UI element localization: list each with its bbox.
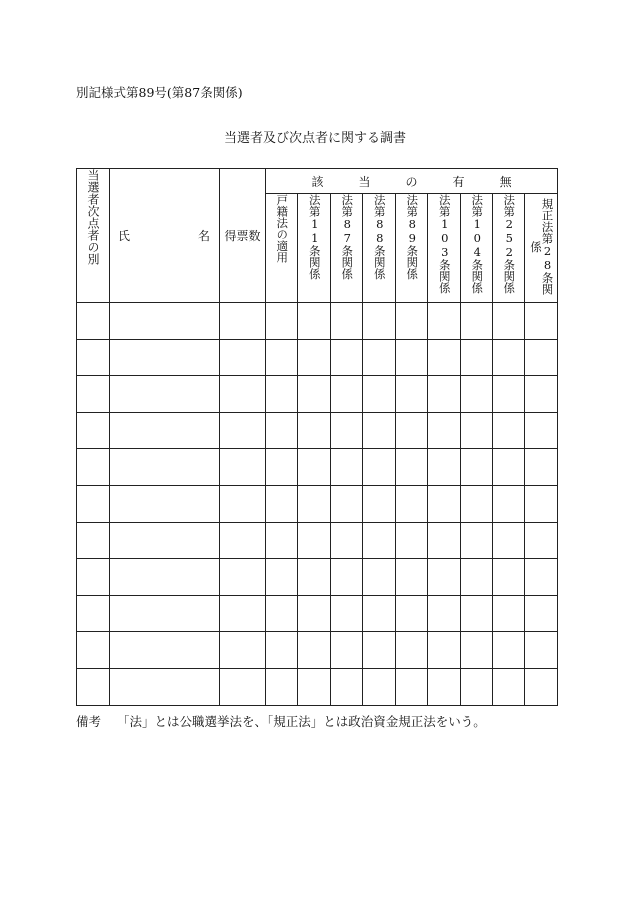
table-cell[interactable] [428,376,461,413]
table-cell[interactable] [298,376,331,413]
table-cell[interactable] [331,449,363,486]
sub-header-text: 法第252条関係 [502,194,517,294]
table-cell[interactable] [525,595,558,632]
table-cell[interactable] [331,412,363,449]
table-cell[interactable] [363,376,396,413]
table-cell[interactable] [461,595,493,632]
table-body [77,303,558,706]
table-cell[interactable] [220,412,266,449]
table-cell[interactable] [461,412,493,449]
applicability-char: 無 [499,174,512,189]
name-header [110,169,220,303]
table-cell[interactable] [266,412,298,449]
table-cell[interactable] [461,449,493,486]
table-cell[interactable] [298,303,331,340]
sub-header-art252 [493,194,525,303]
table-cell[interactable] [331,303,363,340]
table-row [77,339,558,376]
table-cell[interactable] [331,376,363,413]
table-cell[interactable] [428,339,461,376]
table-cell[interactable] [493,339,525,376]
table-cell[interactable] [266,559,298,596]
table-cell[interactable] [266,522,298,559]
table-cell[interactable] [220,595,266,632]
table-cell[interactable] [110,595,220,632]
table-cell[interactable] [331,632,363,669]
table-cell[interactable] [396,595,428,632]
table-row [77,303,558,340]
table-cell[interactable] [525,522,558,559]
table-cell[interactable] [461,559,493,596]
table-row [77,522,558,559]
table-cell[interactable] [77,668,110,705]
table-cell[interactable] [396,376,428,413]
table-cell[interactable] [363,668,396,705]
table-cell[interactable] [461,522,493,559]
table-cell[interactable] [331,595,363,632]
name-header-right: 名 [197,229,210,243]
table-cell[interactable] [110,668,220,705]
table-row [77,485,558,522]
table-cell[interactable] [525,632,558,669]
category-header-text: 当選者次点者の別 [86,169,100,265]
table-cell[interactable] [493,412,525,449]
table-cell[interactable] [77,303,110,340]
table-cell[interactable] [428,632,461,669]
remarks-label: 備考 [76,714,102,729]
table-cell[interactable] [525,449,558,486]
table-cell[interactable] [461,668,493,705]
category-header [77,169,110,303]
table-cell[interactable] [77,485,110,522]
table-cell[interactable] [331,522,363,559]
table-cell[interactable] [110,376,220,413]
sub-header-art11 [298,194,331,303]
table-cell[interactable] [298,449,331,486]
applicability-char: 有 [452,174,465,189]
table-cell[interactable] [525,559,558,596]
table-cell[interactable] [363,595,396,632]
table-cell[interactable] [428,449,461,486]
table-cell[interactable] [331,559,363,596]
table-cell[interactable] [266,303,298,340]
table-cell[interactable] [331,339,363,376]
table-cell[interactable] [396,485,428,522]
table-cell[interactable] [363,559,396,596]
table-cell[interactable] [77,449,110,486]
sub-header-text: 戸籍法の適用 [275,194,290,263]
sub-header-text: 法第89条関係 [405,194,420,280]
table-row [77,632,558,669]
table-cell[interactable] [220,522,266,559]
remarks-text: 「法」とは公職選挙法を、「規正法」とは政治資金規正法をいう。 [117,714,486,729]
table-cell[interactable] [77,595,110,632]
applicability-char: 当 [358,174,371,189]
table-cell[interactable] [220,668,266,705]
table-cell[interactable] [110,303,220,340]
table-cell[interactable] [266,632,298,669]
table-cell[interactable] [77,412,110,449]
table-cell[interactable] [525,376,558,413]
table-cell[interactable] [363,632,396,669]
table-row [77,449,558,486]
table-cell[interactable] [363,303,396,340]
table-cell[interactable] [298,632,331,669]
table-cell[interactable] [525,485,558,522]
table-cell[interactable] [396,632,428,669]
table-cell[interactable] [266,376,298,413]
table-cell[interactable] [220,559,266,596]
table-cell[interactable] [363,522,396,559]
table-cell[interactable] [298,339,331,376]
table-cell[interactable] [110,632,220,669]
table-row [77,559,558,596]
table-row [77,412,558,449]
table-cell[interactable] [363,449,396,486]
sub-header-text: 法第104条関係 [470,194,485,294]
table-cell[interactable] [461,632,493,669]
table-cell[interactable] [525,412,558,449]
sub-header-art104 [461,194,493,303]
applicability-char: 該 [311,174,324,189]
table-cell[interactable] [77,339,110,376]
applicability-char: の [405,174,418,189]
sub-header-art89 [396,194,428,303]
applicability-header [266,169,558,194]
table-cell[interactable] [266,485,298,522]
table-cell[interactable] [298,668,331,705]
table-cell[interactable] [298,485,331,522]
sub-header-family-register [266,194,298,303]
table-cell[interactable] [428,595,461,632]
table-cell[interactable] [110,339,220,376]
table-cell[interactable] [396,522,428,559]
table-cell[interactable] [363,339,396,376]
table-cell[interactable] [493,376,525,413]
name-header-left: 氏 [118,229,131,243]
remarks [76,712,486,730]
table-cell[interactable] [298,412,331,449]
table-cell[interactable] [461,303,493,340]
document-title: 当選者及び次点者に関する調書 [223,131,406,146]
table-cell[interactable] [396,339,428,376]
table-row [77,668,558,705]
table-cell[interactable] [493,303,525,340]
form-number: 別記様式第89号(第87条関係) [76,85,243,100]
table-cell[interactable] [110,449,220,486]
table-cell[interactable] [77,559,110,596]
table-cell[interactable] [461,485,493,522]
table-cell[interactable] [493,595,525,632]
table-cell[interactable] [298,522,331,559]
table-cell[interactable] [493,485,525,522]
table-cell[interactable] [493,559,525,596]
table-cell[interactable] [493,632,525,669]
table-row [77,376,558,413]
table-cell[interactable] [396,668,428,705]
table-cell[interactable] [461,339,493,376]
table-cell[interactable] [363,485,396,522]
sub-header-art88 [363,194,396,303]
sub-header-text: 法第11条関係 [307,194,322,280]
table-cell[interactable] [110,559,220,596]
sub-header-text: 法第88条関係 [372,194,387,280]
sub-header-text: 法第103条関係 [437,194,452,294]
table-cell[interactable] [266,449,298,486]
table-cell[interactable] [428,412,461,449]
survey-table [76,168,558,706]
table-cell[interactable] [266,668,298,705]
table-cell[interactable] [428,485,461,522]
table-cell[interactable] [396,559,428,596]
table-cell[interactable] [220,449,266,486]
table-cell[interactable] [220,376,266,413]
table-cell[interactable] [220,303,266,340]
table-cell[interactable] [110,485,220,522]
table-cell[interactable] [396,412,428,449]
table-cell[interactable] [428,559,461,596]
table-cell[interactable] [77,376,110,413]
table-cell[interactable] [396,449,428,486]
sub-header-text: 規正法第28条関係 [529,198,555,295]
table-cell[interactable] [266,595,298,632]
table-cell[interactable] [220,485,266,522]
table-cell[interactable] [77,522,110,559]
table-cell[interactable] [331,668,363,705]
table-cell[interactable] [493,522,525,559]
table-cell[interactable] [77,632,110,669]
table-cell[interactable] [298,559,331,596]
table-cell[interactable] [298,595,331,632]
table-cell[interactable] [428,303,461,340]
table-cell[interactable] [493,668,525,705]
table-cell[interactable] [266,339,298,376]
table-cell[interactable] [396,303,428,340]
table-row [77,595,558,632]
table-cell[interactable] [363,412,396,449]
table-cell[interactable] [525,303,558,340]
table-cell[interactable] [110,522,220,559]
table-cell[interactable] [461,376,493,413]
table-cell[interactable] [493,449,525,486]
table-cell[interactable] [110,412,220,449]
table-cell[interactable] [525,668,558,705]
sub-header-art103 [428,194,461,303]
votes-header: 得票数 [220,169,266,303]
sub-header-art87 [331,194,363,303]
sub-header-funds-art28 [525,194,558,303]
table-cell[interactable] [220,339,266,376]
table-cell[interactable] [428,522,461,559]
table-cell[interactable] [220,632,266,669]
sub-header-text: 法第87条関係 [340,194,355,280]
table-cell[interactable] [331,485,363,522]
table-cell[interactable] [525,339,558,376]
table-cell[interactable] [428,668,461,705]
